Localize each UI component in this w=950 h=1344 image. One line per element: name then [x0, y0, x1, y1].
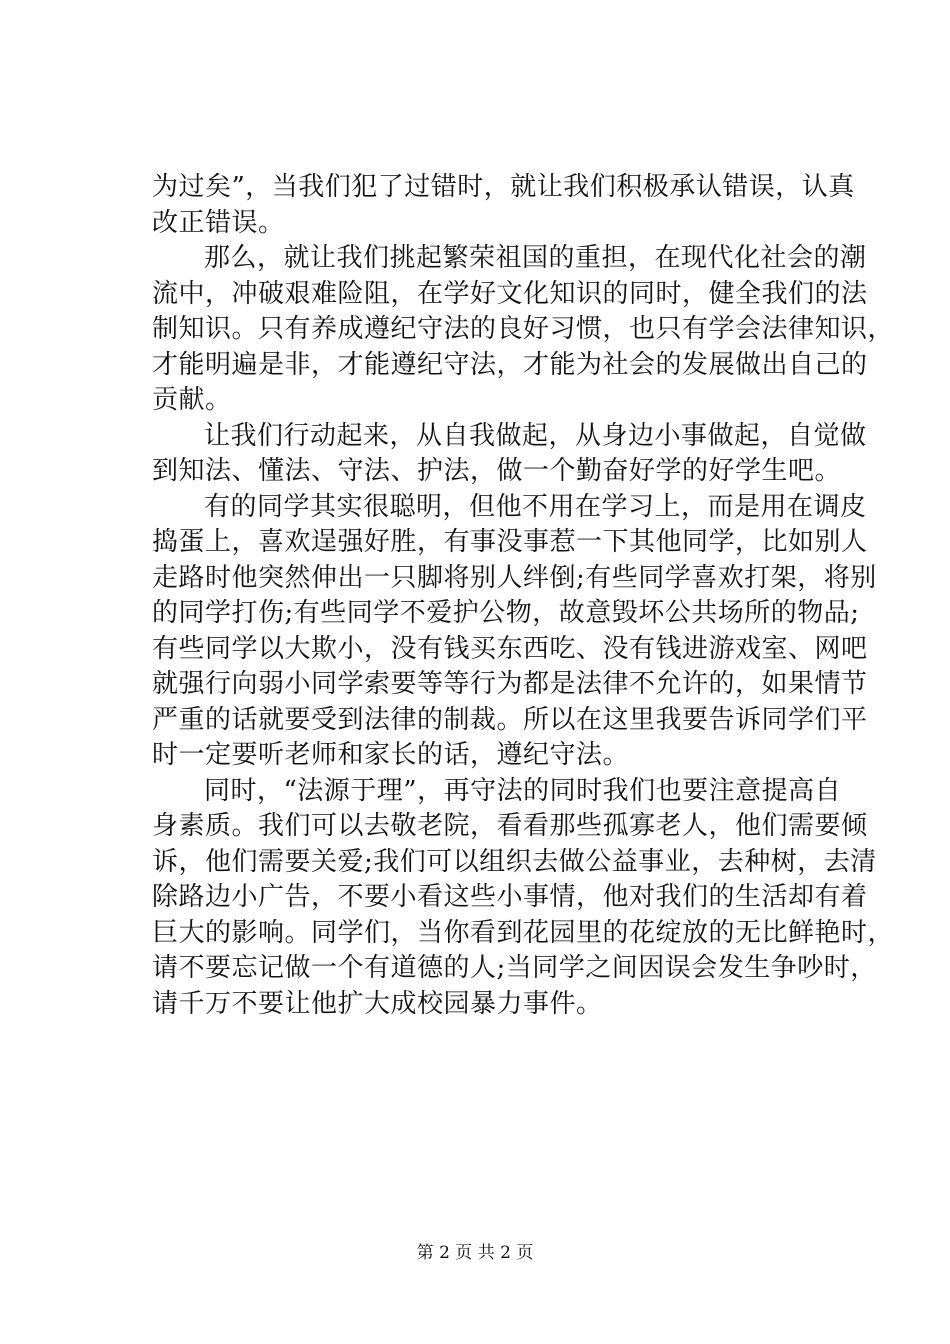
paragraph-start-line: 让我们行动起来，从自我做起，从身边小事做起，自觉做	[204, 420, 867, 451]
page-number: 第 2 页 共 2 页	[416, 1243, 534, 1263]
page-footer	[0, 1241, 950, 1265]
text-line: 除路边小广告，不要小看这些小事情，他对我们的生活却有着	[152, 882, 868, 912]
paragraph-start-line: 有的同学其实很聪明，但他不用在学习上，而是用在调皮	[204, 491, 867, 522]
text-line: 就强行向弱小同学索要等等行为都是法律不允许的，如果情节	[152, 669, 868, 699]
paragraph-start-line: 那么，就让我们挑起繁荣祖国的重担，在现代化社会的潮	[204, 243, 867, 273]
text-line: 才能明遍是非，才能遵纪守法，才能为社会的发展做出自己的	[152, 349, 868, 380]
text-line: 时一定要听老师和家长的话，遵纪守法。	[152, 740, 630, 770]
text-line: 的同学打伤;有些同学不爱护公物，故意毁坏公共场所的物品;	[152, 598, 860, 628]
text-line: 严重的话就要受到法律的制裁。所以在这里我要告诉同学们平	[152, 704, 868, 735]
text-line: 巨大的影响。同学们，当你看到花园里的花绽放的无比鲜艳时，	[152, 917, 895, 948]
text-line: 捣蛋上，喜欢逞强好胜，有事没事惹一下其他同学，比如别人	[152, 527, 868, 557]
body-text	[152, 170, 895, 1022]
text-line: 改正错误。	[152, 207, 285, 238]
text-line: 贡献。	[152, 385, 232, 415]
text-line: 到知法、懂法、守法、护法，做一个勤奋好学的好学生吧。	[152, 456, 842, 486]
text-line: 制知识。只有养成遵纪守法的良好习惯，也只有学会法律知识，	[152, 314, 895, 344]
text-line: 有些同学以大欺小，没有钱买东西吃、没有钱进游戏室、网吧	[152, 633, 868, 664]
text-line: 身素质。我们可以去敬老院，看看那些孤寡老人，他们需要倾	[152, 811, 868, 841]
text-line: 为过矣”，当我们犯了过错时，就让我们积极承认错误，认真	[152, 172, 855, 202]
text-line: 请不要忘记做一个有道德的人;当同学之间因误会发生争吵时，	[152, 953, 877, 983]
text-line: 诉，他们需要关爱;我们可以组织去做公益事业，去种树，去清	[152, 846, 877, 877]
text-line: 请千万不要让他扩大成校园暴力事件。	[152, 988, 603, 1019]
text-line: 走路时他突然伸出一只脚将别人绊倒;有些同学喜欢打架，将别	[152, 562, 877, 593]
text-line: 流中，冲破艰难险阻，在学好文化知识的同时，健全我们的法	[152, 278, 868, 309]
paragraph-start-line: 同时，“法源于理”，再守法的同时我们也要注意提高自	[204, 775, 842, 806]
